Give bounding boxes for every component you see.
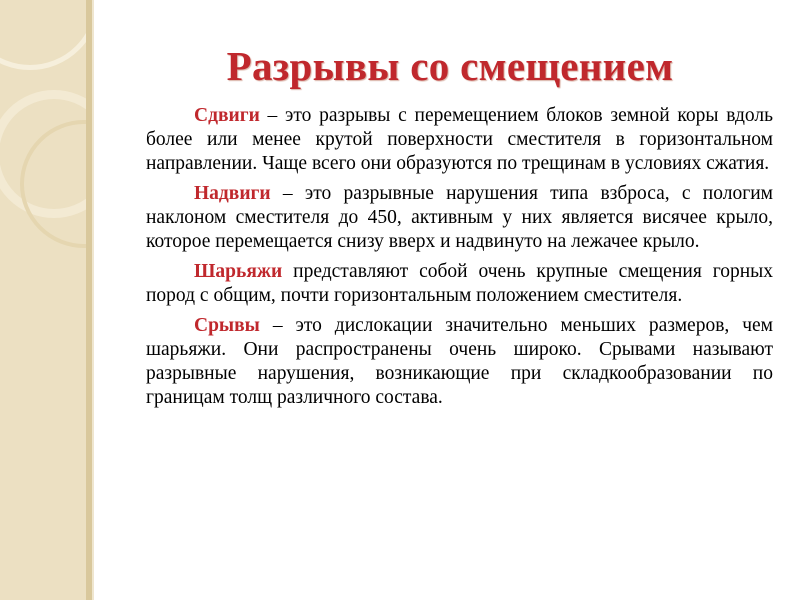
paragraph-nappes	[146, 260, 773, 308]
term-shifts: Сдвиги	[194, 105, 260, 126]
paragraph-text: – это дислокации значительно меньших размеров, чем шарьяжи. Они распространены очень широко. Срывами называют разрывные нарушения, возникающие при складкообразовании по границам толщ различного состава.	[146, 315, 773, 408]
paragraph-text: представляют собой очень крупные смещения горных пород с общим, почти горизонтальным положением сместителя.	[146, 261, 773, 306]
paragraph-thrusts	[146, 182, 773, 254]
decorative-ring	[0, 0, 86, 70]
paragraph-shifts	[146, 104, 773, 176]
term-detachments: Срывы	[194, 315, 260, 336]
term-nappes: Шарьяжи	[194, 261, 283, 282]
slide-body	[146, 104, 773, 416]
band-edge-highlight	[92, 0, 94, 600]
paragraph-text: – это разрывные нарушения типа взброса, с пологим наклоном сместителя до 450, активным у них является висячее крыло, которое перемещается снизу вверх и надвинуто на лежачее крыло.	[146, 183, 773, 252]
paragraph-text: – это разрывы с перемещением блоков земной коры вдоль более или менее крутой поверхности сместителя в горизонтальном направлении. Чаще всего они образуются по трещинам в условиях сжатия.	[146, 105, 773, 174]
slide-title: Разрывы со смещением	[226, 43, 674, 89]
paragraph-detachments	[146, 314, 773, 410]
term-thrusts: Надвиги	[194, 183, 271, 204]
decorative-side-band	[0, 0, 86, 600]
